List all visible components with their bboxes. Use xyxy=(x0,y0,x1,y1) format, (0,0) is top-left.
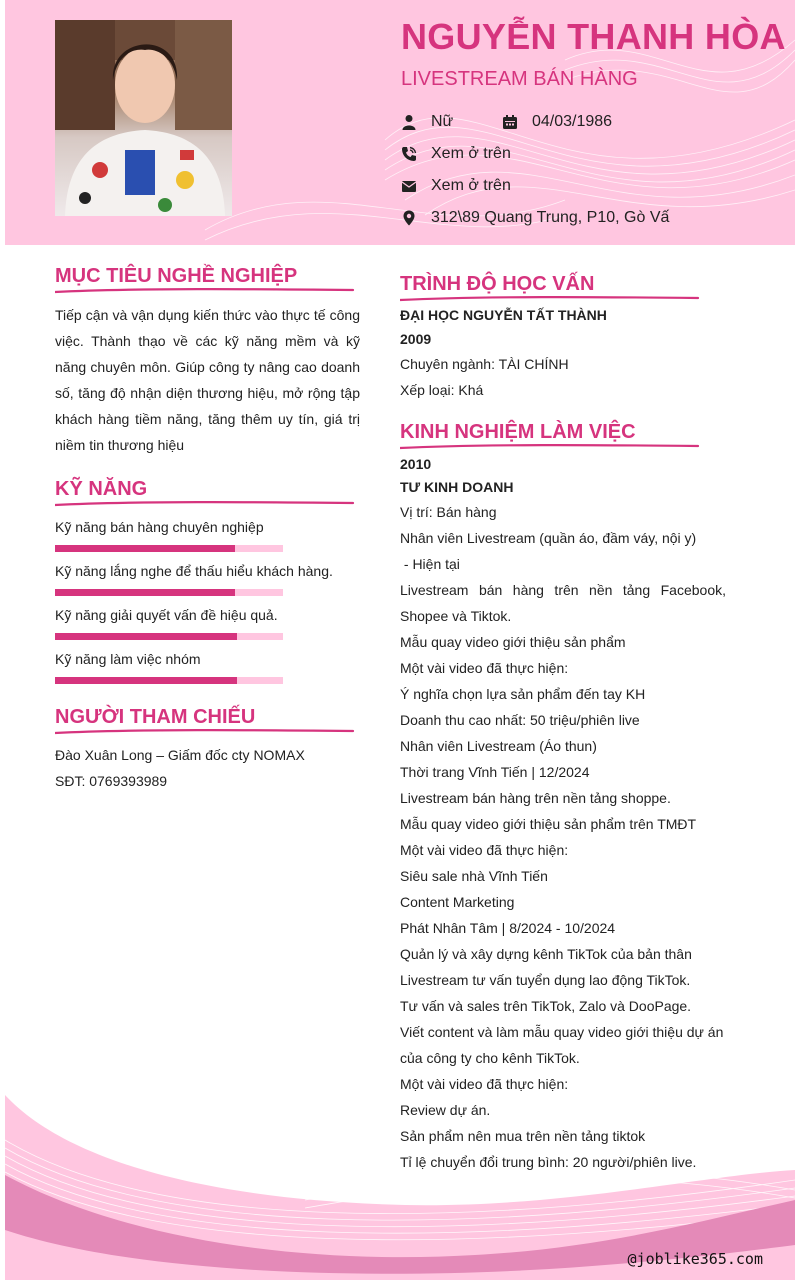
experience-line: Livestream tư vấn tuyển dụng lao động TikTok. xyxy=(400,972,691,988)
experience-line: Nhân viên Livestream (Áo thun) xyxy=(400,738,597,754)
education-title: TRÌNH ĐỘ HỌC VẤN xyxy=(400,273,595,295)
experience-line: Vị trí: Bán hàng xyxy=(400,504,497,520)
experience-underline xyxy=(400,442,700,452)
experience-line: Mẫu quay video giới thiệu sản phẩm trên TMĐT xyxy=(400,816,697,832)
gender-row xyxy=(401,113,453,131)
objective-title: MỤC TIÊU NGHỀ NGHIỆP xyxy=(55,265,298,287)
skill-item xyxy=(55,519,355,535)
address-row xyxy=(401,209,669,227)
experience-line: Sản phẩm nên mua trên nền tảng tiktok xyxy=(400,1128,646,1144)
map-pin-icon xyxy=(401,210,417,226)
phone-value: Xem ở trên xyxy=(431,145,511,162)
reference-name: Đào Xuân Long – Giấm đốc cty NOMAX xyxy=(55,747,305,763)
skill-label: Kỹ năng bán hàng chuyên nghiệp xyxy=(55,519,264,535)
skill-item xyxy=(55,607,355,623)
experience-line: Viết content và làm mẫu quay video giới thiệu dự án xyxy=(400,1024,724,1040)
gender-value: Nữ xyxy=(431,113,454,130)
email-row xyxy=(401,177,511,195)
experience-line: - Hiện tại xyxy=(400,556,460,572)
experience-line: Một vài video đã thực hiện: xyxy=(400,660,569,676)
experience-line: Tư vấn và sales trên TikTok, Zalo và DooPage. xyxy=(400,998,692,1014)
experience-line: Thời trang Vĩnh Tiến | 12/2024 xyxy=(400,764,590,780)
skill-item xyxy=(55,563,355,579)
references-title: NGƯỜI THAM CHIẾU xyxy=(55,706,256,728)
experience-year: 2010 xyxy=(400,456,432,472)
skill-item xyxy=(55,651,355,667)
phone-row xyxy=(401,145,511,163)
experience-line: của công ty cho kênh TikTok. xyxy=(400,1050,580,1066)
candidate-name: NGUYỄN THANH HÒA xyxy=(401,16,786,57)
experience-line: Review dự án. xyxy=(400,1102,491,1118)
education-major: Chuyên ngành: TÀI CHÍNH xyxy=(400,356,569,372)
header-banner xyxy=(5,0,795,245)
experience-line: Quản lý và xây dựng kênh TikTok của bản thân xyxy=(400,946,692,962)
experience-company: TƯ KINH DOANH xyxy=(400,479,514,495)
skills-underline xyxy=(55,499,355,509)
birthday-value: 04/03/1986 xyxy=(532,113,613,130)
graduation-year: 2009 xyxy=(400,331,432,347)
experience-line: Tỉ lệ chuyển đổi trung bình: 20 người/phiên live. xyxy=(400,1154,697,1170)
skill-bar xyxy=(55,633,283,640)
objective-underline xyxy=(55,286,355,296)
skill-bar xyxy=(55,545,283,552)
experience-title: KINH NGHIỆM LÀM VIỆC xyxy=(400,421,636,443)
user-icon xyxy=(401,114,417,130)
footer-handle: @joblike365.com xyxy=(627,1250,763,1268)
skill-bar xyxy=(55,589,283,596)
experience-line: Siêu sale nhà Vĩnh Tiến xyxy=(400,868,548,884)
experience-line: Một vài video đã thực hiện: xyxy=(400,842,569,858)
objective-text: Tiếp cận và vận dụng kiến thức vào thực tế công việc. Thành thạo về các kỹ năng mềm và kỹ năng chuyên môn. Giúp công ty nâng cao doanh số, tăng độ nhận diện thương hiệu, mở rộng tập khách hàng tiềm năng, tăng thêm uy tín, giá trị niềm tin thương hiệu xyxy=(55,307,360,453)
job-title: LIVESTREAM BÁN HÀNG xyxy=(401,68,638,90)
calendar-icon xyxy=(502,114,518,130)
skill-bar-fill xyxy=(55,589,235,596)
skill-label: Kỹ năng lắng nghe để thấu hiểu khách hàng. xyxy=(55,563,333,579)
profile-photo xyxy=(55,20,232,216)
phone-icon xyxy=(401,146,417,162)
experience-line: Một vài video đã thực hiện: xyxy=(400,1076,569,1092)
email-value: Xem ở trên xyxy=(431,177,511,194)
skill-bar-fill xyxy=(55,677,237,684)
experience-line: Nhân viên Livestream (quần áo, đầm váy, nội y) xyxy=(400,530,697,546)
cv-page xyxy=(5,0,795,1280)
skill-bar-fill xyxy=(55,633,237,640)
experience-line: Doanh thu cao nhất: 50 triệu/phiên live xyxy=(400,712,640,728)
skills-title: KỸ NĂNG xyxy=(55,478,148,500)
reference-phone: SĐT: 0769393989 xyxy=(55,773,168,789)
envelope-icon xyxy=(401,178,417,194)
skill-bar-fill xyxy=(55,545,235,552)
references-underline xyxy=(55,727,355,737)
experience-line: Livestream bán hàng trên nền tảng Facebook, xyxy=(400,582,726,598)
skill-bar xyxy=(55,677,283,684)
birthday-row xyxy=(502,113,612,131)
experience-line: Content Marketing xyxy=(400,894,515,910)
address-value: 312\89 Quang Trung, P10, Gò Vấ xyxy=(431,209,670,226)
skill-label: Kỹ năng giải quyết vấn đề hiệu quả. xyxy=(55,607,278,623)
school-name: ĐẠI HỌC NGUYỄN TẤT THÀNH xyxy=(400,307,607,323)
experience-line: Ý nghĩa chọn lựa sản phẩm đến tay KH xyxy=(400,686,646,702)
education-rank: Xếp loại: Khá xyxy=(400,382,484,398)
skill-label: Kỹ năng làm việc nhóm xyxy=(55,651,201,667)
experience-line: Phát Nhân Tâm | 8/2024 - 10/2024 xyxy=(400,920,616,936)
experience-line: Livestream bán hàng trên nền tảng shoppe. xyxy=(400,790,671,806)
education-underline xyxy=(400,294,700,304)
experience-line: Mẫu quay video giới thiệu sản phẩm xyxy=(400,634,626,650)
experience-line: Shopee và Tiktok. xyxy=(400,608,512,624)
